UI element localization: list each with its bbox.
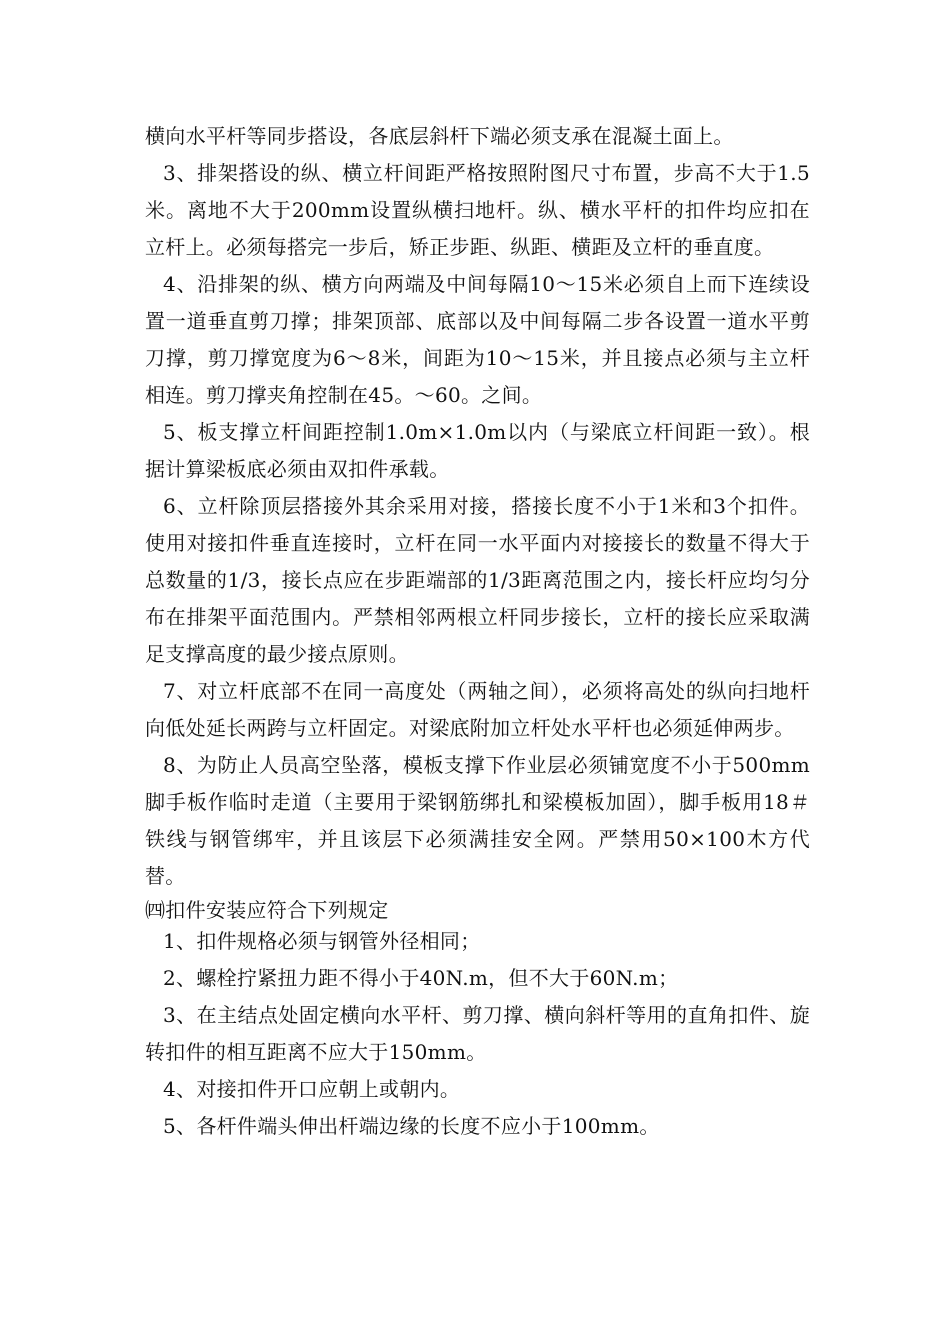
rule-item-1: 1、扣件规格必须与钢管外径相同； — [163, 929, 481, 953]
paragraph-item-5: 5、板支撑立杆间距控制1.0m×1.0m以内（与梁底立杆间距一致）。根据计算梁板底必须由双扣件承载。 — [145, 420, 810, 481]
rule-item-3: 3、在主结点处固定横向水平杆、剪刀撑、横向斜杆等用的直角扣件、旋转扣件的相互距离不应大于150mm。 — [145, 1003, 810, 1064]
paragraph-item-7: 7、对立杆底部不在同一高度处（两轴之间），必须将高处的纵向扫地杆向低处延长两跨与立杆固定。对梁底附加立杆处水平杆也必须延伸两步。 — [145, 679, 810, 740]
rule-item-2: 2、螺栓拧紧扭力距不得小于40N.m，但不大于60N.m； — [163, 966, 679, 990]
paragraph-item-8: 8、为防止人员高空坠落，模板支撑下作业层必须铺宽度不小于500mm脚手板作临时走道（主要用于梁钢筋绑扎和梁模板加固），脚手板用18＃铁线与钢管绑牢，并且该层下必须满挂安全网。严禁用50×100木方代替。 — [145, 753, 810, 888]
paragraph-continuation: 横向水平杆等同步搭设，各底层斜杆下端必须支承在混凝土面上。 — [145, 124, 734, 148]
paragraph-item-4: 4、沿排架的纵、横方向两端及中间每隔10～15米必须自上而下连续设置一道垂直剪刀撑；排架顶部、底部以及中间每隔二步各设置一道水平剪刀撑，剪刀撑宽度为6～8米，间距为10～15米，并且接点必须与主立杆相连。剪刀撑夹角控制在45。～60。之间。 — [145, 272, 810, 407]
section-heading: ㈣扣件安装应符合下列规定 — [145, 898, 389, 922]
paragraph-item-6: 6、立杆除顶层搭接外其余采用对接，搭接长度不小于1米和3个扣件。使用对接扣件垂直连接时，立杆在同一水平面内对接接长的数量不得大于总数量的1/3，接长点应在步距端部的1/3距离范围之内，接长杆应均匀分布在排架平面范围内。严禁相邻两根立杆同步接长，立杆的接长应采取满足支撑高度的最少接点原则。 — [145, 494, 810, 666]
document-body — [145, 118, 810, 1145]
rule-item-4: 4、对接扣件开口应朝上或朝内。 — [163, 1077, 461, 1101]
paragraph-item-3: 3、排架搭设的纵、横立杆间距严格按照附图尺寸布置，步高不大于1.5米。离地不大于200mm设置纵横扫地杆。纵、横水平杆的扣件均应扣在立杆上。必须每搭完一步后，矫正步距、纵距、横距及立杆的垂直度。 — [145, 161, 810, 259]
rule-item-5: 5、各杆件端头伸出杆端边缘的长度不应小于100mm。 — [163, 1114, 660, 1138]
